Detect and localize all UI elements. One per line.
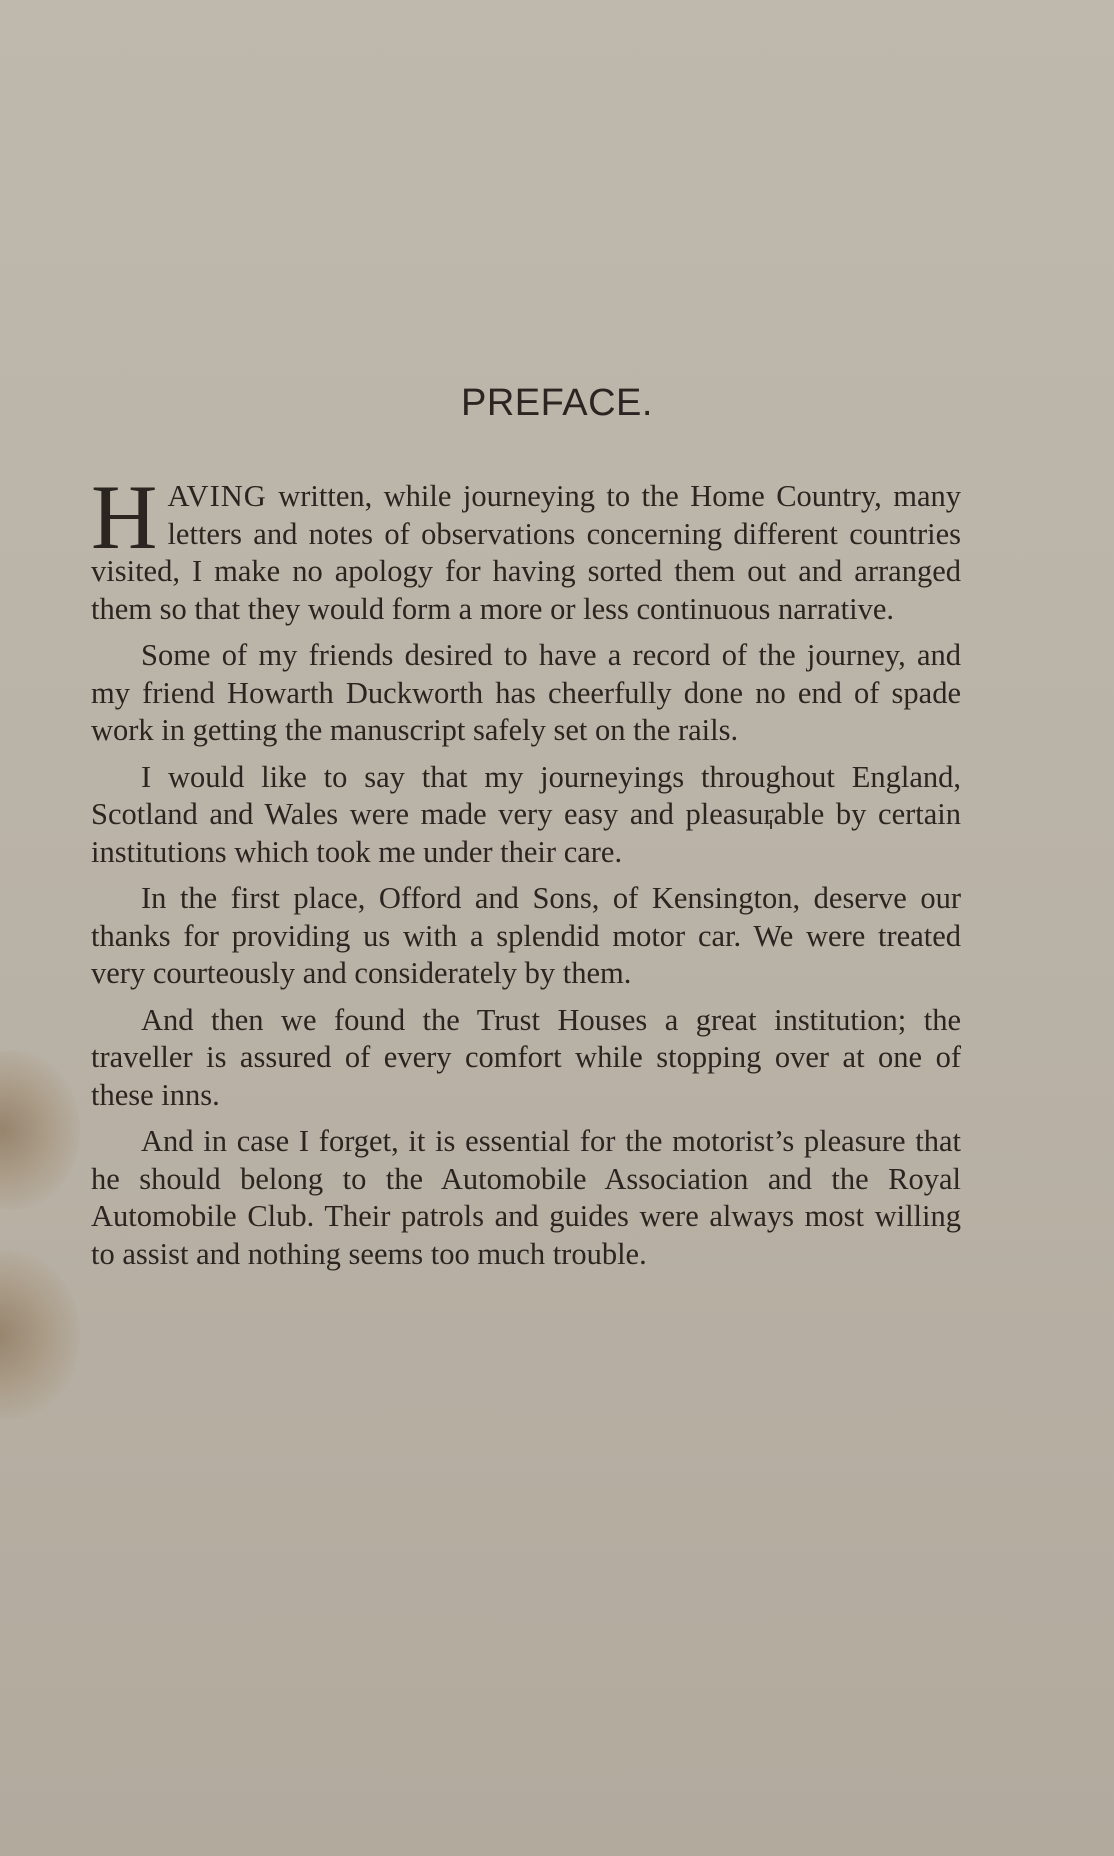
drop-cap: H (91, 466, 158, 568)
paragraph-6: And in case I forget, it is essential for the motorist’s pleasure that he should belong to the Automobile Association and the Royal Automobile Club. Their patrols and guides were always most willing to assist and nothing seems too much trouble. (91, 1124, 961, 1271)
paragraph-1 (91, 466, 961, 628)
page-title: PREFACE. (461, 382, 653, 424)
paragraph-5: And then we found the Trust Houses a great institution; the traveller is assured of every comfort while stopping over at one of these inns. (91, 1002, 961, 1112)
page-stain (0, 1050, 80, 1210)
paragraph-4: In the first place, Offord and Sons, of Kensington, deserve our thanks for providing us with a splendid motor car. We were treated very courteously and considerately by them. (91, 881, 961, 990)
paragraph-3: I would like to say that my journeyings throughout England, Scotland and Wales were made very easy and pleasurable by certain institutions which took me under their care. (91, 759, 961, 869)
page-stain (0, 1250, 80, 1420)
paragraph-2: Some of my friends desired to have a record of the journey, and my friend Howarth Duckworth has cheerfully done no end of spade work in getting the manuscript safely set on the rails. (91, 638, 961, 747)
small-caps-lead: AVING (167, 479, 267, 513)
paragraph-text: written, while journeying to the Home Country, many letters and notes of observations concerning different countries visited, I make no apology for having sorted them out and arranged them so that they would form a more or less continuous narrative. (91, 479, 961, 626)
preface-body (91, 466, 961, 1282)
